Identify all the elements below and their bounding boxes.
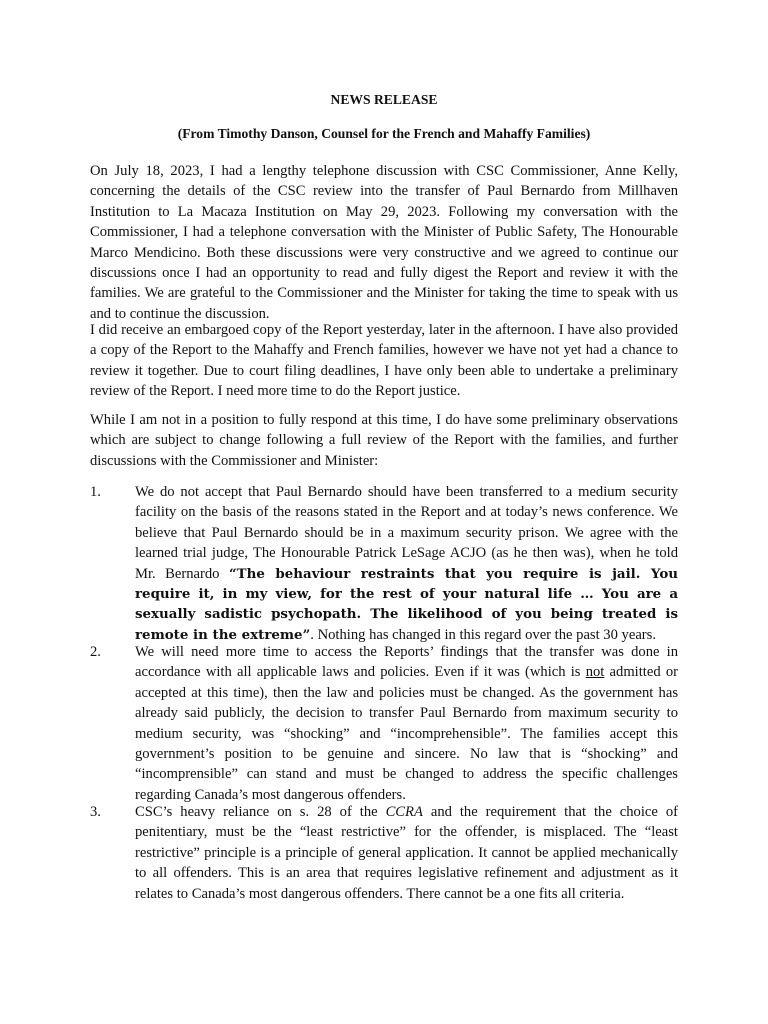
item-number: 3. xyxy=(90,804,101,820)
item-number: 2. xyxy=(90,644,101,660)
item-text-part: admitted or accepted at this time), then the law and policies must be changed. As the government has already said publicly, the decision to transfer Paul Bernardo from maximum security to medium security, was “shocking” and “incomprehensible”. The families accept this government’s position to be genuine and sincere. No law that is “shocking” and “incomprensible” can stand and must be changed to address the specific challenges regarding Canada’s most dangerous offenders. xyxy=(135,664,678,803)
page-title: NEWS RELEASE xyxy=(330,92,438,107)
item-number: 1. xyxy=(90,484,101,500)
item-text xyxy=(135,482,678,645)
judge-quote: “The behaviour restraints that you require is jail. You require it, in my view, for the rest of your natural life … You are a sexually sadistic psychopath. The likelihood of you being treated is remote in the extreme” xyxy=(135,565,678,643)
item-text-part: CSC’s heavy reliance on s. 28 of the xyxy=(135,804,386,820)
item-text xyxy=(135,642,678,805)
paragraph-observations: While I am not in a position to fully respond at this time, I do have some preliminary observations which are subject to change following a full review of the Report with the families, and further discussions with the Commissioner and Minister: xyxy=(90,412,678,469)
paragraph-intro: On July 18, 2023, I had a lengthy telephone discussion with CSC Commissioner, Anne Kelly, concerning the details of the CSC review into the transfer of Paul Bernardo from Millhaven Institution to La Macaza Institution on May 29, 2023. Following my conversation with the Commissioner, I had a telephone conversation with the Minister of Public Safety, The Honourable Marco Mendicino. Both these discussions were very constructive and we agreed to continue our discussions once I had an opportunity to read and fully digest the Report and review it with the families. We are grateful to the Commissioner and the Minister for taking the time to speak with us and to continue the discussion. xyxy=(90,163,678,322)
item-text-part: We will need more time to access the Reports’ findings that the transfer was done in accordance with all applicable laws and policies. Even if it was (which is xyxy=(135,644,678,681)
item-text xyxy=(135,802,678,904)
underlined-word: not xyxy=(585,664,605,681)
italic-act-name: CCRA xyxy=(385,804,423,820)
item-text-part: We do not accept that Paul Bernardo should have been transferred to a medium security facility on the basis of the reasons stated in the Report and at today’s news conference. We believe that Paul Bernardo should be in a maximum security prison. We agree with the learned trial judge, The Honourable Patrick LeSage ACJO (as he then was), when he told Mr. Bernardo xyxy=(135,484,678,582)
item-text-part: . Nothing has changed in this regard over the past 30 years. xyxy=(310,626,656,643)
page-subtitle: (From Timothy Danson, Counsel for the French and Mahaffy Families) xyxy=(177,126,591,141)
paragraph-report: I did receive an embargoed copy of the Report yesterday, later in the afternoon. I have also provided a copy of the Report to the Mahaffy and French families, however we have not yet had a chance to review it together. Due to court filing deadlines, I have only been able to undertake a preliminary review of the Report. I need more time to do the Report justice. xyxy=(90,322,678,400)
item-text-part: and the requirement that the choice of penitentiary, must be the “least restrictive” for the offender, is misplaced. The “least restrictive” principle is a principle of general application. It cannot be applied mechanically to all offenders. This is an area that requires legislative refinement and adjustment as it relates to Canada’s most dangerous offenders. There cannot be a one fits all criteria. xyxy=(135,804,678,902)
